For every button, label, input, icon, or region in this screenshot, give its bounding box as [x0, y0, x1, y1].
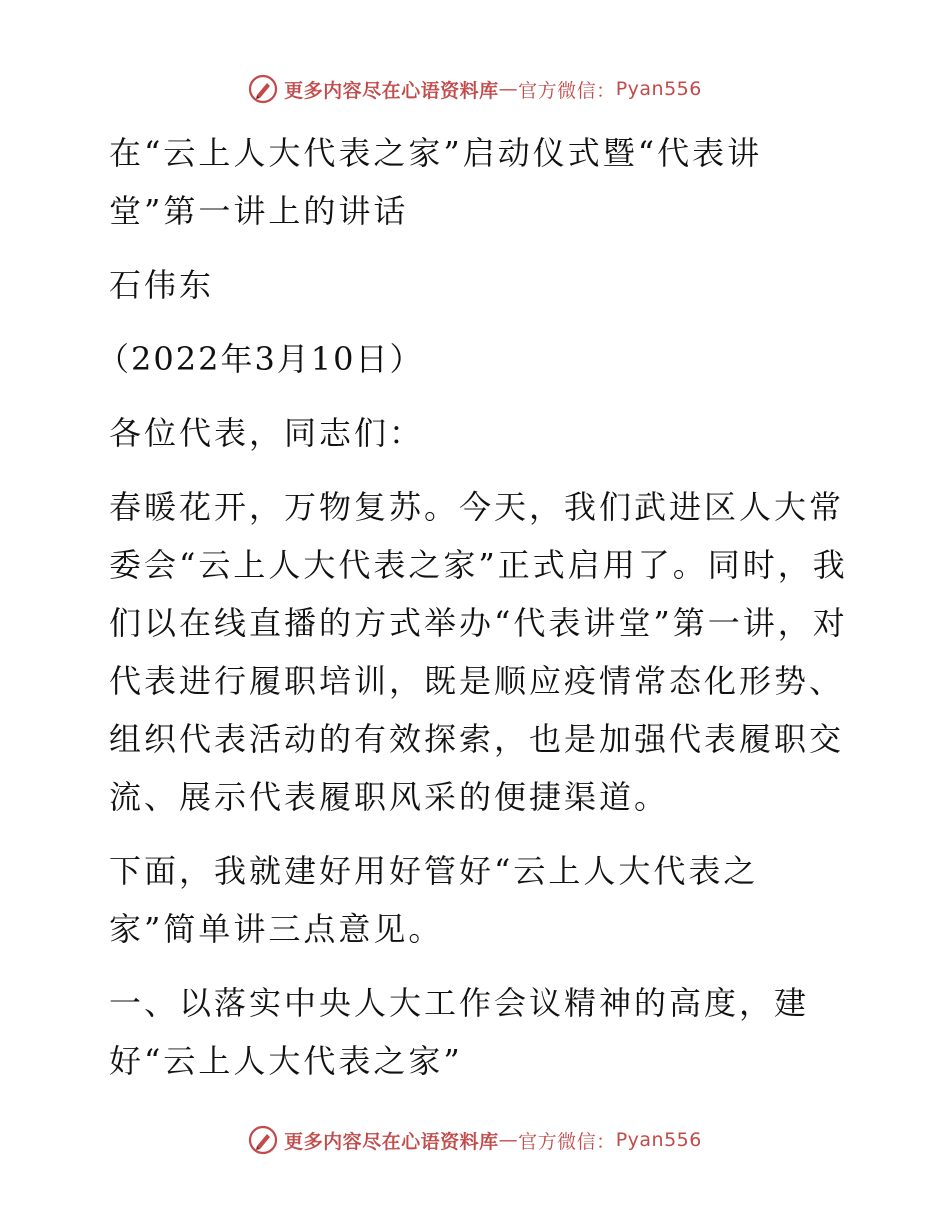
- document-date: （2022年3月10日）: [97, 340, 424, 378]
- watermark-id: Pyan556: [615, 78, 702, 100]
- document-title: 在“云上人大代表之家”启动仪式暨“代表讲堂”第一讲上的讲话: [109, 134, 763, 230]
- watermark-bottom: [0, 1125, 950, 1155]
- document-paragraph-1: 春暖花开，万物复苏。今天，我们武进区人大常委会“云上人大代表之家”正式启用了。同时，我们以在线直播的方式举办“代表讲堂”第一讲，对代表进行履职培训，既是顺应疫情常态化形势、组织代表活动的有效探索，也是加强代表履职交流、展示代表履职风采的便捷渠道。: [109, 488, 848, 816]
- document-author: 石伟东: [109, 266, 215, 304]
- document-paragraph-2: 下面，我就建好用好管好“云上人大代表之家”简单讲三点意见。: [109, 852, 759, 948]
- document-salutation: 各位代表，同志们：: [109, 414, 425, 452]
- watermark-main-text: 更多内容尽在心语资料库: [284, 79, 499, 102]
- document-body: [97, 124, 857, 1106]
- pen-logo-icon: [248, 1125, 278, 1155]
- watermark-top: [0, 74, 950, 104]
- pen-logo-icon: [248, 74, 278, 104]
- watermark-main-text: 更多内容尽在心语资料库: [284, 1130, 499, 1153]
- document-heading-1: 一、以落实中央人大工作会议精神的高度，建好“云上人大代表之家”: [109, 984, 810, 1080]
- watermark-id: Pyan556: [615, 1129, 702, 1151]
- watermark-sub-text: 官方微信：: [518, 1130, 616, 1153]
- watermark-sub-text: 官方微信：: [518, 79, 616, 102]
- watermark-separator: —: [498, 78, 519, 100]
- watermark-separator: —: [498, 1129, 519, 1151]
